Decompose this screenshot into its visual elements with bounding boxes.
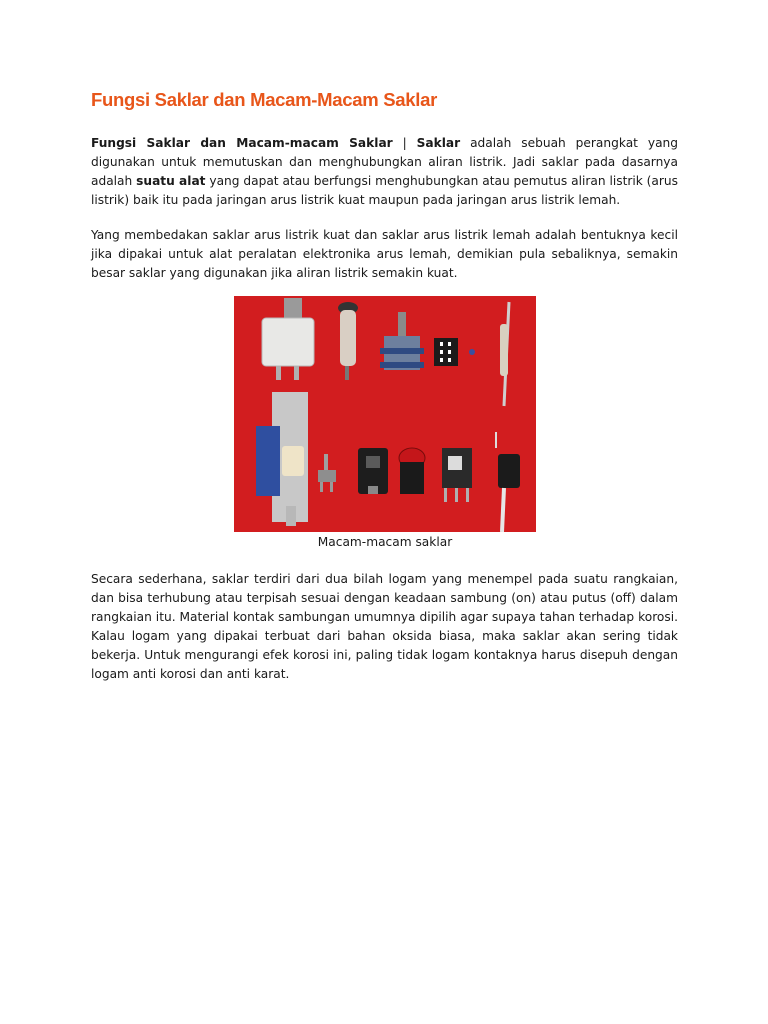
intro-term-bold: Saklar xyxy=(416,136,461,150)
page-title: Fungsi Saklar dan Macam-Macam Saklar xyxy=(91,89,437,110)
rocker-switch xyxy=(358,448,388,494)
push-button-switch xyxy=(399,448,425,494)
intro-lead-bold: Fungsi Saklar dan Macam-macam Saklar xyxy=(91,136,393,150)
slide-switch xyxy=(442,448,472,502)
intro-phrase-bold: suatu alat xyxy=(136,174,206,188)
intro-text-a: adalah sebuah perangkat yang digunakan untuk memutuskan dan menghubungkan aliran listrik. Jadi saklar pada dasarnya adalah xyxy=(91,136,679,188)
switches-photo xyxy=(234,296,536,532)
paragraph-intro xyxy=(91,134,678,210)
figure-caption: Macam-macam saklar xyxy=(317,535,453,549)
paragraph-explanation: Secara sederhana, saklar terdiri dari dua bilah logam yang menempel pada suatu rangkaian, dan bisa terhubung atau terpisah sesuai dengan keadaan sambung (on) atau putus (off) dalam rangkaian itu. Material kontak sambungan umumnya dipilih agar supaya tahan terhadap korosi. Kalau logam yang dipakai terbuat dari bahan oksida biasa, maka saklar akan sering tidak bekerja. Untuk mengurangi efek korosi ini, paling tidak logam kontaknya harus disepuh dengan logam anti korosi dan anti karat. xyxy=(91,572,678,681)
intro-text-b: yang dapat atau berfungsi menghubungkan atau pemutus aliran listrik (arus listrik) baik itu pada jaringan arus listrik kuat maupun pada jaringan arus listrik lemah. xyxy=(91,174,678,207)
intro-separator: | xyxy=(392,136,417,150)
paragraph-difference: Yang membedakan saklar arus listrik kuat dan saklar arus listrik lemah adalah bentuknya kecil jika dipakai untuk alat peralatan elektronika arus lemah, demikian pula sebaliknya, semakin besar saklar yang digunakan jika aliran listrik semakin kuat. xyxy=(91,228,678,280)
